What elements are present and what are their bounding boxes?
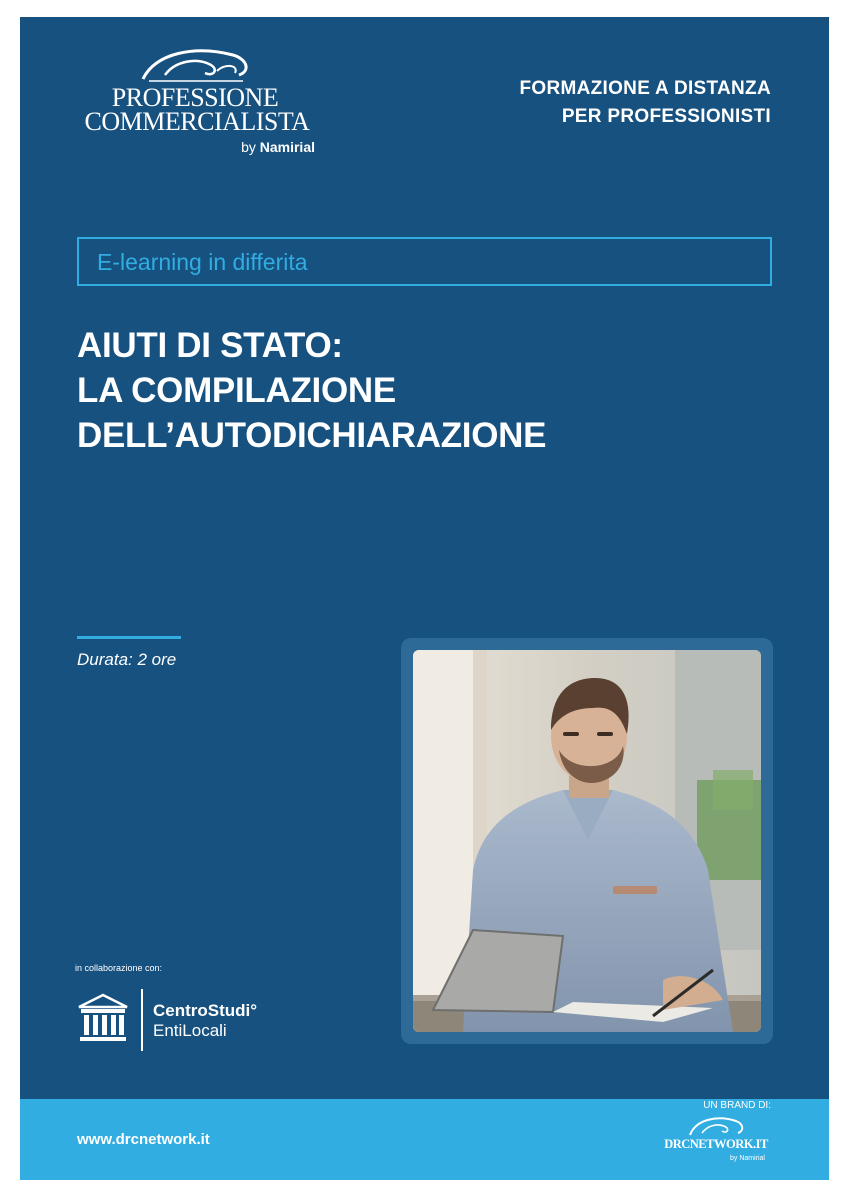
course-duration: Durata: 2 ore bbox=[77, 650, 177, 669]
centro-studi-divider bbox=[141, 989, 143, 1051]
website-link[interactable]: www.drcnetwork.it bbox=[77, 1131, 210, 1148]
photo-illustration bbox=[413, 650, 761, 1032]
tagline-line1: FORMAZIONE A DISTANZA bbox=[519, 78, 771, 99]
logo-by-namirial bbox=[241, 139, 315, 155]
enti-locali-name: EntiLocali bbox=[153, 1021, 227, 1040]
logo-namirial: Namirial bbox=[259, 139, 315, 155]
course-title-line1: AIUTI DI STATO: bbox=[77, 326, 343, 365]
collaboration-label: in collaborazione con: bbox=[75, 963, 163, 973]
duration-divider bbox=[77, 636, 181, 639]
drcnetwork-by: by Namirial bbox=[729, 1155, 765, 1162]
tagline-line2: PER PROFESSIONISTI bbox=[561, 106, 771, 127]
professione-commercialista-logo bbox=[75, 45, 315, 173]
brand-label: UN BRAND DI: bbox=[703, 1100, 771, 1111]
course-title-line2: LA COMPILAZIONE bbox=[77, 371, 396, 410]
format-label-box bbox=[77, 237, 772, 286]
swirl-emblem-icon bbox=[686, 1115, 746, 1139]
professional-at-laptop-photo bbox=[413, 650, 761, 1032]
drcnetwork-name: DRCNETWORK.IT bbox=[664, 1137, 768, 1151]
centro-studi-logo bbox=[77, 989, 297, 1051]
columns-building-icon bbox=[77, 993, 129, 1043]
centro-studi-name: CentroStudi° bbox=[153, 1001, 258, 1020]
brochure-cover bbox=[20, 17, 829, 1180]
logo-by-word: by bbox=[241, 139, 256, 155]
logo-text-line2: COMMERCIALISTA bbox=[84, 107, 310, 136]
tagline bbox=[519, 75, 771, 131]
swirl-emblem-icon bbox=[135, 45, 255, 87]
drcnetwork-logo bbox=[661, 1115, 771, 1171]
format-label: E-learning in differita bbox=[97, 249, 308, 275]
logo-text-line1: PROFESSIONE bbox=[111, 83, 279, 112]
course-title-line3: DELL’AUTODICHIARAZIONE bbox=[77, 416, 547, 455]
course-title bbox=[77, 323, 546, 458]
